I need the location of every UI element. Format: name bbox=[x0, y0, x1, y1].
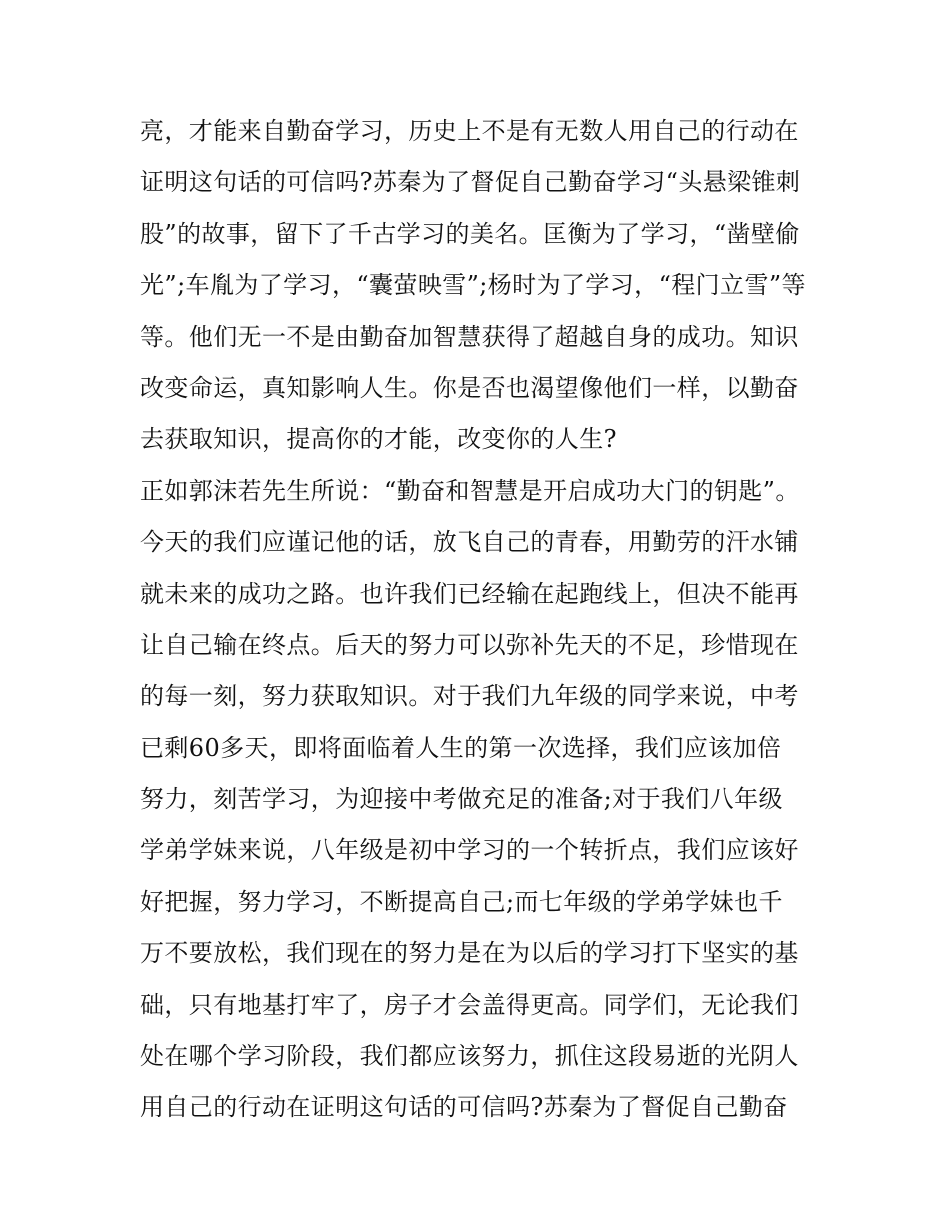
text-line: 证明这句话的可信吗?苏秦为了督促自己勤奋学习“头悬梁锥刺 bbox=[140, 168, 801, 197]
text-line: 等。他们无一不是由勤奋加智慧获得了超越自身的成功。知识 bbox=[140, 322, 799, 351]
text-line: 用自己的行动在证明这句话的可信吗?苏秦为了督促自己勤奋 bbox=[140, 1093, 788, 1122]
text-line: 处在哪个学习阶段，我们都应该努力，抓住这段易逝的光阴人 bbox=[140, 1042, 799, 1071]
text-line: 改变命运，真知影响人生。你是否也渴望像他们一样，以勤奋 bbox=[140, 373, 799, 402]
text-line: 正如郭沫若先生所说：“勤奋和智慧是开启成功大门的钥匙”。 bbox=[140, 476, 800, 505]
text-line: 已剩60多天，即将面临着人生的第一次选择，我们应该加倍 bbox=[140, 733, 782, 762]
body-text bbox=[140, 106, 830, 1134]
text-line: 就未来的成功之路。也许我们已经输在起跑线上，但决不能再 bbox=[140, 579, 799, 608]
text-line: 好把握，努力学习，不断提高自己;而七年级的学弟学妹也千 bbox=[140, 887, 783, 916]
text-line: 学弟学妹来说，八年级是初中学习的一个转折点，我们应该好 bbox=[140, 836, 799, 865]
text-line: 光”;车胤为了学习，“囊萤映雪”;杨时为了学习，“程门立雪”等 bbox=[140, 271, 806, 300]
text-line: 亮，才能来自勤奋学习，历史上不是有无数人用自己的行动在 bbox=[140, 117, 799, 145]
text-line: 努力，刻苦学习，为迎接中考做充足的准备;对于我们八年级 bbox=[140, 785, 783, 814]
text-line: 的每一刻，努力获取知识。对于我们九年级的同学来说，中考 bbox=[140, 682, 799, 711]
text-line: 让自己输在终点。后天的努力可以弥补先天的不足，珍惜现在 bbox=[140, 630, 799, 659]
text-line: 今天的我们应谨记他的话，放飞自己的青春，用勤劳的汗水铺 bbox=[140, 528, 799, 557]
text-line: 股”的故事，留下了千古学习的美名。匡衡为了学习，“凿壁偷 bbox=[140, 219, 800, 248]
text-line: 去获取知识，提高你的才能，改变你的人生? bbox=[140, 425, 617, 454]
text-line: 万不要放松，我们现在的努力是在为以后的学习打下坚实的基 bbox=[140, 939, 799, 968]
text-line: 础，只有地基打牢了，房子才会盖得更高。同学们，无论我们 bbox=[140, 990, 799, 1019]
